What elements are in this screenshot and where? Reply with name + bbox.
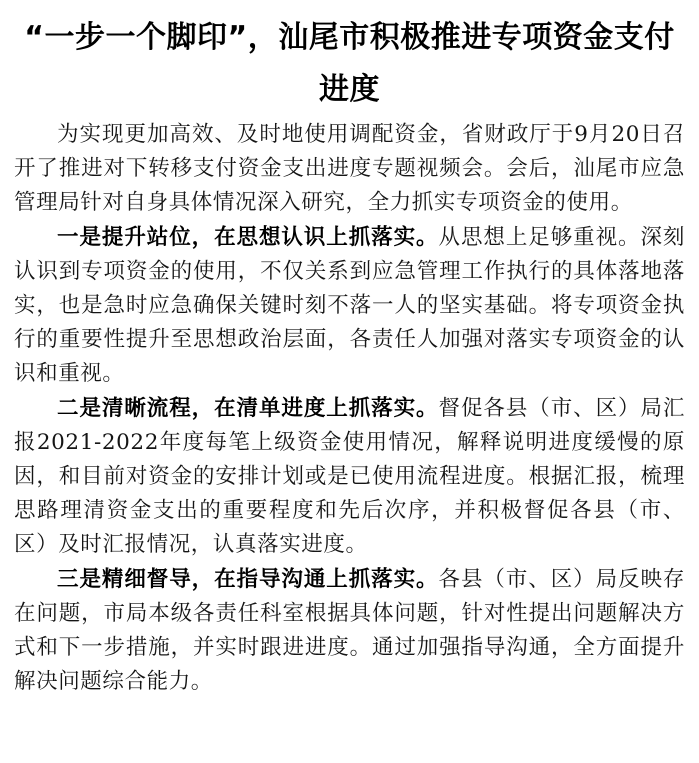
section-1-paragraph [14, 221, 685, 392]
section-3-paragraph [14, 563, 685, 700]
section-1-body: 从思想上足够重视。深刻认识到专项资金的使用，不仅关系到应急管理工作执行的具体落地落实，也是急时应急确保关键时刻不落一人的坚实基础。将专项资金执行的重要性提升至思想政治层面，各责任人加强对落实专项资金的认识和重视。 [14, 224, 686, 387]
section-1-heading: 一是提升站位，在思想认识上抓落实。 [57, 224, 439, 250]
intro-paragraph: 为实现更加高效、及时地使用调配资金，省财政厅于9月20日召开了推进对下转移支付资金支出进度专题视频会。会后，汕尾市应急管理局针对自身具体情况深入研究，全力抓实专项资金的使用。 [14, 122, 685, 216]
article-body [14, 118, 685, 699]
section-2-heading: 二是清晰流程，在清单进度上抓落实。 [57, 395, 439, 421]
section-3-body: 各县（市、区）局反映存在问题，市局本级各责任科室根据具体问题，针对性提出问题解决方式和下一步措施，并实时跟进进度。通过加强指导沟通，全方面提升解决问题综合能力。 [14, 566, 686, 695]
section-3-heading: 三是精细督导，在指导沟通上抓落实。 [57, 566, 439, 592]
article-title: “一步一个脚印”，汕尾市积极推进专项资金支付进度 [24, 20, 675, 107]
section-2-paragraph [14, 392, 685, 563]
section-2-body: 督促各县（市、区）局汇报2021-2022年度每笔上级资金使用情况，解释说明进度缓慢的原因，和目前对资金的安排计划或是已使用流程进度。根据汇报，梳理思路理清资金支出的重要程度和先后次序，并积极督促各县（市、区）及时汇报情况，认真落实进度。 [14, 395, 686, 558]
